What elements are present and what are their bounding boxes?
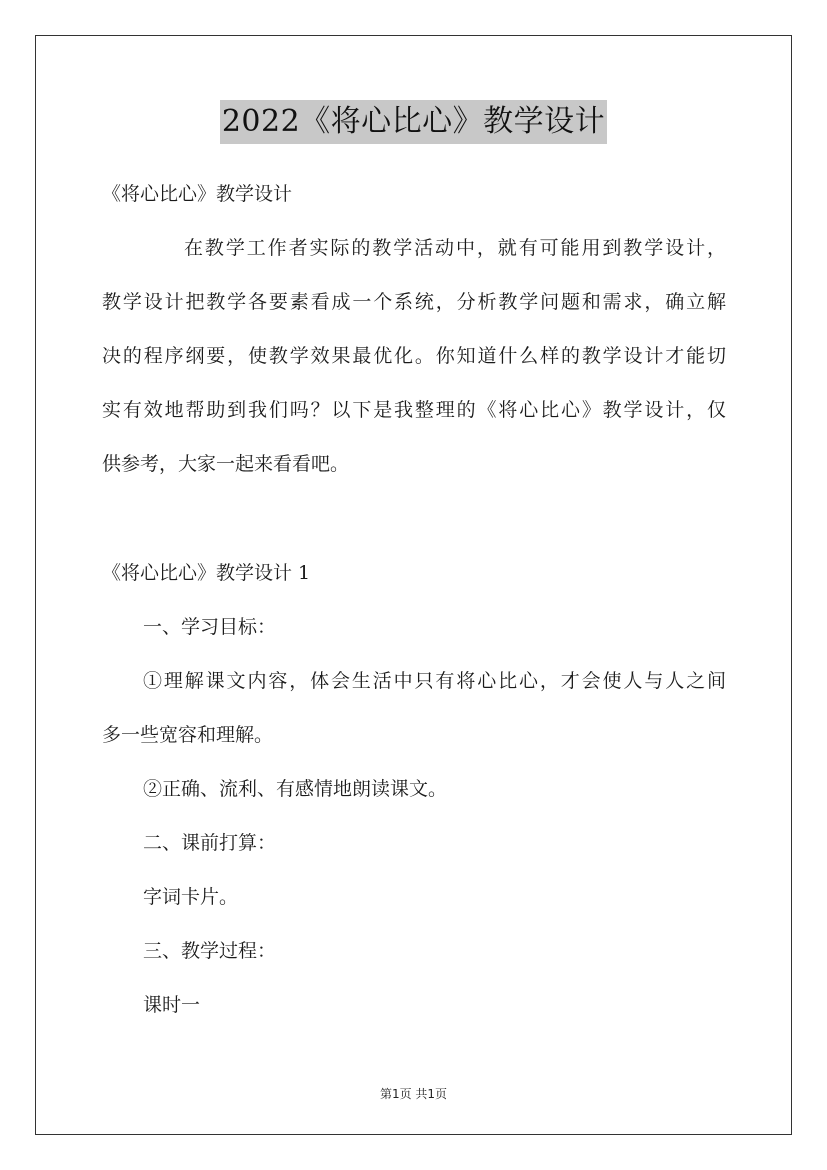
section-heading: 《将心比心》教学设计 1 — [102, 562, 311, 584]
document-subtitle: 《将心比心》教学设计 — [102, 183, 293, 205]
goals-heading: 一、学习目标： — [143, 616, 277, 638]
intro-line-1: 在教学工作者实际的教学活动中，就有可能用到教学设计， — [184, 237, 726, 259]
process-heading: 三、教学过程： — [143, 940, 277, 962]
intro-line-3: 决的程序纲要，使教学效果最优化。你知道什么样的教学设计才能切 — [102, 345, 726, 367]
document-title: 2022《将心比心》教学设计 — [220, 100, 607, 144]
goal-1-line-1: ①理解课文内容，体会生活中只有将心比心，才会使人与人之间 — [143, 670, 726, 692]
lesson-label: 课时一 — [143, 994, 201, 1016]
intro-line-2: 教学设计把教学各要素看成一个系统，分析教学问题和需求，确立解 — [102, 291, 726, 313]
goal-2: ②正确、流利、有感情地朗读课文。 — [143, 778, 448, 800]
intro-line-5: 供参考，大家一起来看看吧。 — [102, 453, 350, 475]
title-wrap — [0, 100, 827, 144]
prep-heading: 二、课前打算： — [143, 832, 277, 854]
intro-line-4: 实有效地帮助到我们吗？以下是我整理的《将心比心》教学设计，仅 — [102, 399, 726, 421]
page-footer: 第1页 共1页 — [379, 1087, 448, 1101]
prep-content: 字词卡片。 — [143, 886, 239, 908]
goal-1-line-2: 多一些宽容和理解。 — [102, 724, 274, 746]
